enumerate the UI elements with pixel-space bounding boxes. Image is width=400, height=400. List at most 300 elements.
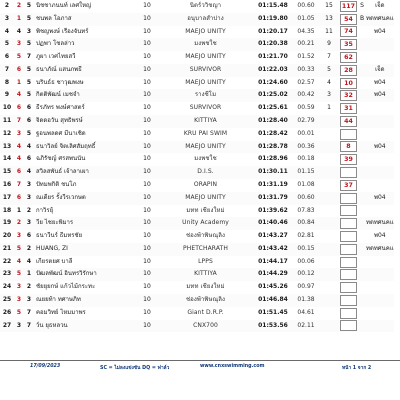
club-name: MAEJO UNITY xyxy=(158,141,253,154)
finish-time: 01:45.26 xyxy=(258,283,288,291)
finish-time: 01:22.03 xyxy=(253,64,293,77)
rank-cell: 4 xyxy=(4,27,10,35)
finish-time: 01:51.45 xyxy=(258,308,288,316)
remark-cell: ทดทศนคแ xyxy=(366,243,394,256)
heat-cell: 7 xyxy=(16,180,22,188)
age-cell: 10 xyxy=(136,115,158,128)
lane-cell: 7 xyxy=(26,53,32,61)
age-cell: 10 xyxy=(143,27,151,35)
finish-time: 01:19.80 xyxy=(253,13,293,26)
finish-time: 01:15.48 xyxy=(258,2,288,9)
heat-cell: 7 xyxy=(14,115,24,128)
age-cell: 10 xyxy=(136,268,158,281)
club-name: ช่องพ้าพิษณุลิง xyxy=(158,294,253,307)
finish-time: 01:44.17 xyxy=(258,257,288,265)
heat-cell: 2 xyxy=(16,2,22,9)
club-name: CNX700 xyxy=(158,320,253,333)
heat-cell: 3 xyxy=(14,320,24,333)
time-gap: 07.83 xyxy=(297,206,315,214)
place-box xyxy=(339,256,358,269)
time-gap: 02.79 xyxy=(293,115,319,128)
lane-cell: 3 xyxy=(24,192,34,205)
place-value: 39 xyxy=(340,154,357,165)
heat-cell: 4 xyxy=(16,27,22,35)
swimmer-name: ณยยท้า ทศาษภิท xyxy=(34,294,136,307)
code-cell xyxy=(358,320,366,333)
swimmer-name: ธนาวิลย์ จิตเลิศสัมฤทธิ์ xyxy=(34,141,136,154)
table-row xyxy=(0,153,394,166)
heat-cell: 1 xyxy=(16,206,22,214)
remark-cell xyxy=(366,268,394,281)
swimmer-name: ธนาวีนร์ ธีมทรชัย xyxy=(36,232,83,240)
code-cell xyxy=(358,128,366,141)
swimmer-name: ภูผา เวศไทยสวี xyxy=(36,53,76,61)
heat-cell: 3 xyxy=(16,283,22,291)
club-name: อนุบาลสำปาง xyxy=(158,13,253,26)
rank-cell: 2 xyxy=(4,2,10,9)
remark-cell xyxy=(366,128,394,141)
table-row xyxy=(0,51,394,64)
points-cell xyxy=(319,281,339,294)
swimmer-name: ว์น ยุธหลวน xyxy=(34,320,136,333)
swimmer-name: ปฏพา โชลล่าว xyxy=(34,38,136,51)
code-cell xyxy=(358,153,366,166)
place-value: 28 xyxy=(340,65,357,76)
lane-cell: 6 xyxy=(24,115,34,128)
age-cell: 10 xyxy=(136,217,158,230)
table-row xyxy=(0,26,394,39)
remark-cell xyxy=(366,102,394,115)
remark-cell xyxy=(366,166,394,179)
place-box xyxy=(339,192,358,205)
points-cell xyxy=(319,192,339,205)
rank-cell: 11 xyxy=(0,115,14,128)
remark-cell: เจ็ด xyxy=(366,64,394,77)
rank-cell: 10 xyxy=(2,104,12,112)
lane-cell: 2 xyxy=(24,243,34,256)
table-row xyxy=(0,217,394,230)
age-cell: 10 xyxy=(136,294,158,307)
place-value: 54 xyxy=(340,14,357,25)
swimmer-name: ณเดียร รั้งวีรเวกษต xyxy=(34,192,136,205)
remark-cell xyxy=(366,205,394,218)
age-cell: 10 xyxy=(136,243,158,256)
heat-cell: 3 xyxy=(16,129,22,137)
table-row xyxy=(0,64,394,77)
place-value: 37 xyxy=(340,180,357,191)
place-value: 62 xyxy=(340,52,357,63)
footer-divider xyxy=(0,360,400,361)
remark-cell: ทดทศนคแ xyxy=(366,13,394,26)
code-cell xyxy=(358,179,366,192)
points-cell xyxy=(319,179,339,192)
club-name: D.I.S. xyxy=(158,166,253,179)
place-value xyxy=(340,320,357,331)
finish-time: 01:31.79 xyxy=(253,192,293,205)
age-cell: 10 xyxy=(136,13,158,26)
place-value xyxy=(340,244,357,255)
place-box xyxy=(339,281,358,294)
club-name: LPPS xyxy=(198,257,213,265)
heat-cell: 1 xyxy=(16,78,22,86)
place-box xyxy=(339,230,358,243)
code-cell xyxy=(358,205,366,218)
heat-cell: 6 xyxy=(16,104,22,112)
finish-time: 01:44.29 xyxy=(253,268,293,281)
code-cell xyxy=(358,256,366,269)
points-cell xyxy=(319,256,339,269)
code-cell xyxy=(358,115,366,128)
remark-cell: เจ็ด xyxy=(375,2,385,9)
code-cell xyxy=(358,243,366,256)
lane-cell: 3 xyxy=(24,294,34,307)
rank-cell: 3 xyxy=(0,13,14,26)
place-value: 44 xyxy=(340,116,357,127)
code-cell xyxy=(358,294,366,307)
points-cell xyxy=(319,153,339,166)
heat-cell: 2 xyxy=(14,217,24,230)
place-box xyxy=(339,217,358,230)
place-box xyxy=(339,102,358,115)
place-value xyxy=(340,218,357,229)
place-value: 117 xyxy=(341,2,356,10)
heat-cell: 3 xyxy=(14,38,24,51)
place-value xyxy=(340,295,357,306)
time-gap: 04.35 xyxy=(297,27,315,35)
remark-cell xyxy=(366,307,394,320)
remark-cell: พ04 xyxy=(366,89,394,102)
points-cell xyxy=(319,166,339,179)
heat-cell: 4 xyxy=(16,257,22,265)
place-box xyxy=(339,115,358,128)
rank-cell: 13 xyxy=(0,141,14,154)
points-cell xyxy=(319,128,339,141)
place-box xyxy=(339,13,358,26)
place-box xyxy=(339,179,358,192)
heat-cell: 3 xyxy=(14,294,24,307)
finish-time: 01:30.11 xyxy=(253,166,293,179)
lane-cell: 7 xyxy=(26,308,32,316)
points-cell: 5 xyxy=(319,64,339,77)
swimmer-name: คอมวิทย์ ไหมมาพร xyxy=(36,308,86,316)
rank-cell: 26 xyxy=(2,308,12,316)
rank-cell: 7 xyxy=(0,64,14,77)
place-box xyxy=(339,38,358,51)
age-cell: 10 xyxy=(143,283,151,291)
finish-time: 01:31.19 xyxy=(258,180,288,188)
time-gap: 02.57 xyxy=(297,78,315,86)
lane-cell: 5 xyxy=(24,13,34,26)
rank-cell: 17 xyxy=(0,192,14,205)
table-row xyxy=(0,115,394,128)
points-cell xyxy=(319,217,339,230)
points-cell xyxy=(319,294,339,307)
table-row xyxy=(0,205,394,218)
place-box xyxy=(339,153,358,166)
age-cell: 10 xyxy=(136,141,158,154)
lane-cell: 6 xyxy=(26,104,32,112)
swimmer-name: เกียรตยศ บาลี xyxy=(36,257,73,265)
finish-time: 01:53.56 xyxy=(253,320,293,333)
finish-time: 01:20.17 xyxy=(258,27,288,35)
age-cell: 10 xyxy=(143,308,151,316)
finish-time: 01:40.46 xyxy=(253,217,293,230)
lane-cell: 5 xyxy=(24,89,34,102)
points-cell: 4 xyxy=(327,78,331,86)
age-cell: 10 xyxy=(143,206,151,214)
time-gap: 01.15 xyxy=(293,166,319,179)
swimmer-name: พิชญพงษ์ เรืองจันทร์ xyxy=(36,27,89,35)
time-gap: 00.36 xyxy=(293,141,319,154)
place-value xyxy=(340,269,357,280)
age-cell: 10 xyxy=(136,89,158,102)
rank-cell: 14 xyxy=(2,155,12,163)
place-box xyxy=(339,26,358,39)
code-cell xyxy=(358,89,366,102)
time-gap: 01.52 xyxy=(297,53,315,61)
points-cell: 13 xyxy=(319,13,339,26)
heat-cell: 6 xyxy=(14,166,24,179)
age-cell: 10 xyxy=(143,104,151,112)
club-name: Unity Academy xyxy=(158,217,253,230)
club-name: SURVIVOR xyxy=(189,104,222,112)
table-row xyxy=(0,294,394,307)
club-name: มงพชใช xyxy=(158,38,253,51)
table-row xyxy=(0,268,394,281)
lane-cell: 2 xyxy=(26,283,32,291)
points-cell: 3 xyxy=(319,89,339,102)
swimmer-name: ปัฒลพัฒน์ อินทรวิรักษา xyxy=(34,268,136,281)
footer-date: 17/09/2023 xyxy=(30,364,61,369)
club-name: PHETCHARATH xyxy=(158,243,253,256)
place-box xyxy=(339,307,358,320)
heat-cell: 6 xyxy=(14,64,24,77)
swimmer-name: สวิลสพันธ์ เจ้าลาเผา xyxy=(34,166,136,179)
age-cell: 10 xyxy=(143,257,151,265)
footer-legend: SC = ไม่ลงแข่งขัน DQ = ฟาล์ว xyxy=(100,366,170,371)
lane-cell: 7 xyxy=(24,320,34,333)
time-gap: 00.01 xyxy=(297,129,315,137)
remark-cell xyxy=(366,179,394,192)
lane-cell: 5 xyxy=(26,129,32,137)
club-name: SURVIVOR xyxy=(158,64,253,77)
lane-cell: 5 xyxy=(26,2,32,9)
code-cell xyxy=(358,51,366,64)
time-gap: 00.59 xyxy=(297,104,315,112)
place-value: 74 xyxy=(340,26,357,37)
remark-cell xyxy=(366,256,394,269)
lane-cell: 4 xyxy=(24,166,34,179)
club-name: Giant D.R.P. xyxy=(187,308,224,316)
heat-cell: 4 xyxy=(14,141,24,154)
swimmer-name: ชนพล โอภาส xyxy=(34,13,136,26)
code-cell: B xyxy=(358,13,366,26)
swimmer-name: กาวิรยุ้ xyxy=(36,206,54,214)
age-cell: 10 xyxy=(136,192,158,205)
place-box xyxy=(339,166,358,179)
time-gap: 01.05 xyxy=(293,13,319,26)
lane-cell: 3 xyxy=(24,217,34,230)
lane-cell: 4 xyxy=(24,141,34,154)
table-row xyxy=(0,89,394,102)
age-cell: 10 xyxy=(143,155,151,163)
place-value xyxy=(340,231,357,242)
lane-cell: 3 xyxy=(26,180,32,188)
place-box xyxy=(339,0,358,13)
time-gap: 00.12 xyxy=(293,268,319,281)
finish-time: 01:46.84 xyxy=(253,294,293,307)
place-box xyxy=(339,77,358,90)
lane-cell: 5 xyxy=(24,64,34,77)
rank-cell: 6 xyxy=(4,53,10,61)
code-cell xyxy=(358,281,366,294)
table-row xyxy=(0,179,394,192)
footer-page-number: หน้า 1 จาก 2 xyxy=(342,366,372,371)
swimmer-name: วีย ไชยะพิมาร xyxy=(34,217,136,230)
time-gap: 00.84 xyxy=(293,217,319,230)
code-cell xyxy=(358,217,366,230)
table-row xyxy=(0,230,394,243)
points-cell: 15 xyxy=(325,2,333,9)
time-gap: 00.33 xyxy=(293,64,319,77)
club-name: ORAPIN xyxy=(193,180,218,188)
place-value xyxy=(340,308,357,319)
lane-cell: 1 xyxy=(24,268,34,281)
time-gap: 00.60 xyxy=(293,192,319,205)
code-cell xyxy=(358,307,366,320)
points-cell xyxy=(319,320,339,333)
swimmer-name: ธีรภัทร พงษ์ศาสตร์ xyxy=(36,104,85,112)
finish-time: 01:39.62 xyxy=(258,206,288,214)
rank-cell: 5 xyxy=(0,38,14,51)
code-cell xyxy=(358,26,366,39)
lane-cell: 5 xyxy=(24,38,34,51)
time-gap: 02.81 xyxy=(297,232,315,240)
points-cell xyxy=(319,141,339,154)
table-row xyxy=(0,243,394,256)
place-box xyxy=(339,320,358,333)
place-box xyxy=(339,294,358,307)
remark-cell xyxy=(366,51,394,64)
rank-cell: 9 xyxy=(0,89,14,102)
age-cell: 10 xyxy=(143,53,151,61)
swimmer-name: ฉภิรัชญ์ ศรสพนนัน xyxy=(36,155,86,163)
heat-cell: 5 xyxy=(16,308,22,316)
swimmer-name: HUANG, ZI xyxy=(34,243,136,256)
time-gap: 04.61 xyxy=(297,308,315,316)
table-row xyxy=(0,192,394,205)
club-name: MAEJO UNITY xyxy=(185,78,226,86)
swimmer-name: ธนาภัณ์ แสนภพธี xyxy=(34,64,136,77)
code-cell xyxy=(358,102,366,115)
table-row xyxy=(0,77,394,90)
time-gap: 02.11 xyxy=(293,320,319,333)
swimmer-name: กิตติพัฒน์ เมชจำ xyxy=(34,89,136,102)
rank-cell: 12 xyxy=(2,129,12,137)
age-cell: 10 xyxy=(143,78,151,86)
remark-cell: พ04 xyxy=(374,232,386,240)
remark-cell xyxy=(366,281,394,294)
remark-cell: พ04 xyxy=(374,78,386,86)
club-name: KITTIYA xyxy=(158,268,253,281)
lane-cell: 5 xyxy=(26,78,32,86)
club-name: MAEJO UNITY xyxy=(185,53,226,61)
finish-time: 01:43.42 xyxy=(253,243,293,256)
points-cell xyxy=(319,205,339,218)
place-box xyxy=(339,243,358,256)
finish-time: 01:28.78 xyxy=(253,141,293,154)
time-gap: 00.15 xyxy=(293,243,319,256)
remark-cell: ทดทศนคแ xyxy=(366,217,394,230)
code-cell xyxy=(358,192,366,205)
time-gap: 00.42 xyxy=(293,89,319,102)
club-name: MAEJO UNITY xyxy=(158,192,253,205)
club-name: นิตร์ววิชญา xyxy=(189,2,222,9)
heat-cell: 5 xyxy=(14,243,24,256)
club-name: มงพชใช xyxy=(194,155,217,163)
place-value xyxy=(340,129,357,140)
table-row xyxy=(0,13,394,26)
code-cell xyxy=(358,268,366,281)
finish-time: 01:24.60 xyxy=(258,78,288,86)
place-value xyxy=(340,257,357,268)
rank-cell: 18 xyxy=(2,206,12,214)
age-cell: 10 xyxy=(136,64,158,77)
rank-cell: 19 xyxy=(0,217,14,230)
table-row xyxy=(0,128,394,141)
finish-time: 01:28.96 xyxy=(258,155,288,163)
code-cell xyxy=(358,38,366,51)
remark-cell: พ04 xyxy=(374,27,386,35)
code-cell xyxy=(358,141,366,154)
heat-cell: 4 xyxy=(14,89,24,102)
place-box xyxy=(339,268,358,281)
remark-cell xyxy=(366,294,394,307)
rank-cell: 16 xyxy=(2,180,12,188)
points-cell xyxy=(319,243,339,256)
age-cell: 10 xyxy=(136,320,158,333)
swimmer-name: ปัทมพกิติ ชนโภ xyxy=(36,180,77,188)
table-row xyxy=(0,0,394,13)
code-cell xyxy=(358,77,366,90)
time-gap: 00.60 xyxy=(297,2,315,9)
points-cell: 7 xyxy=(327,53,331,61)
finish-time: 01:28.42 xyxy=(258,129,288,137)
table-row xyxy=(0,102,394,115)
place-box xyxy=(339,89,358,102)
rank-cell: 25 xyxy=(0,294,14,307)
place-value: 31 xyxy=(340,103,357,114)
points-cell xyxy=(319,307,339,320)
rank-cell: 27 xyxy=(0,320,14,333)
place-box xyxy=(339,128,358,141)
lane-cell: 4 xyxy=(26,257,32,265)
points-cell: 11 xyxy=(325,27,333,35)
rank-cell: 21 xyxy=(0,243,14,256)
lane-cell: 6 xyxy=(26,155,32,163)
code-cell xyxy=(358,230,366,243)
code-cell xyxy=(358,166,366,179)
points-cell xyxy=(319,268,339,281)
swimmer-name: นรินธ์ธ ชาวุฒพงษ xyxy=(36,78,84,86)
table-row xyxy=(0,141,394,154)
age-cell: 10 xyxy=(136,38,158,51)
place-value xyxy=(340,282,357,293)
club-name: ช่องพ้าพิษณุลิง xyxy=(185,232,225,240)
lane-cell: 2 xyxy=(26,206,32,214)
time-gap: 00.21 xyxy=(293,38,319,51)
rank-cell: 24 xyxy=(2,283,12,291)
